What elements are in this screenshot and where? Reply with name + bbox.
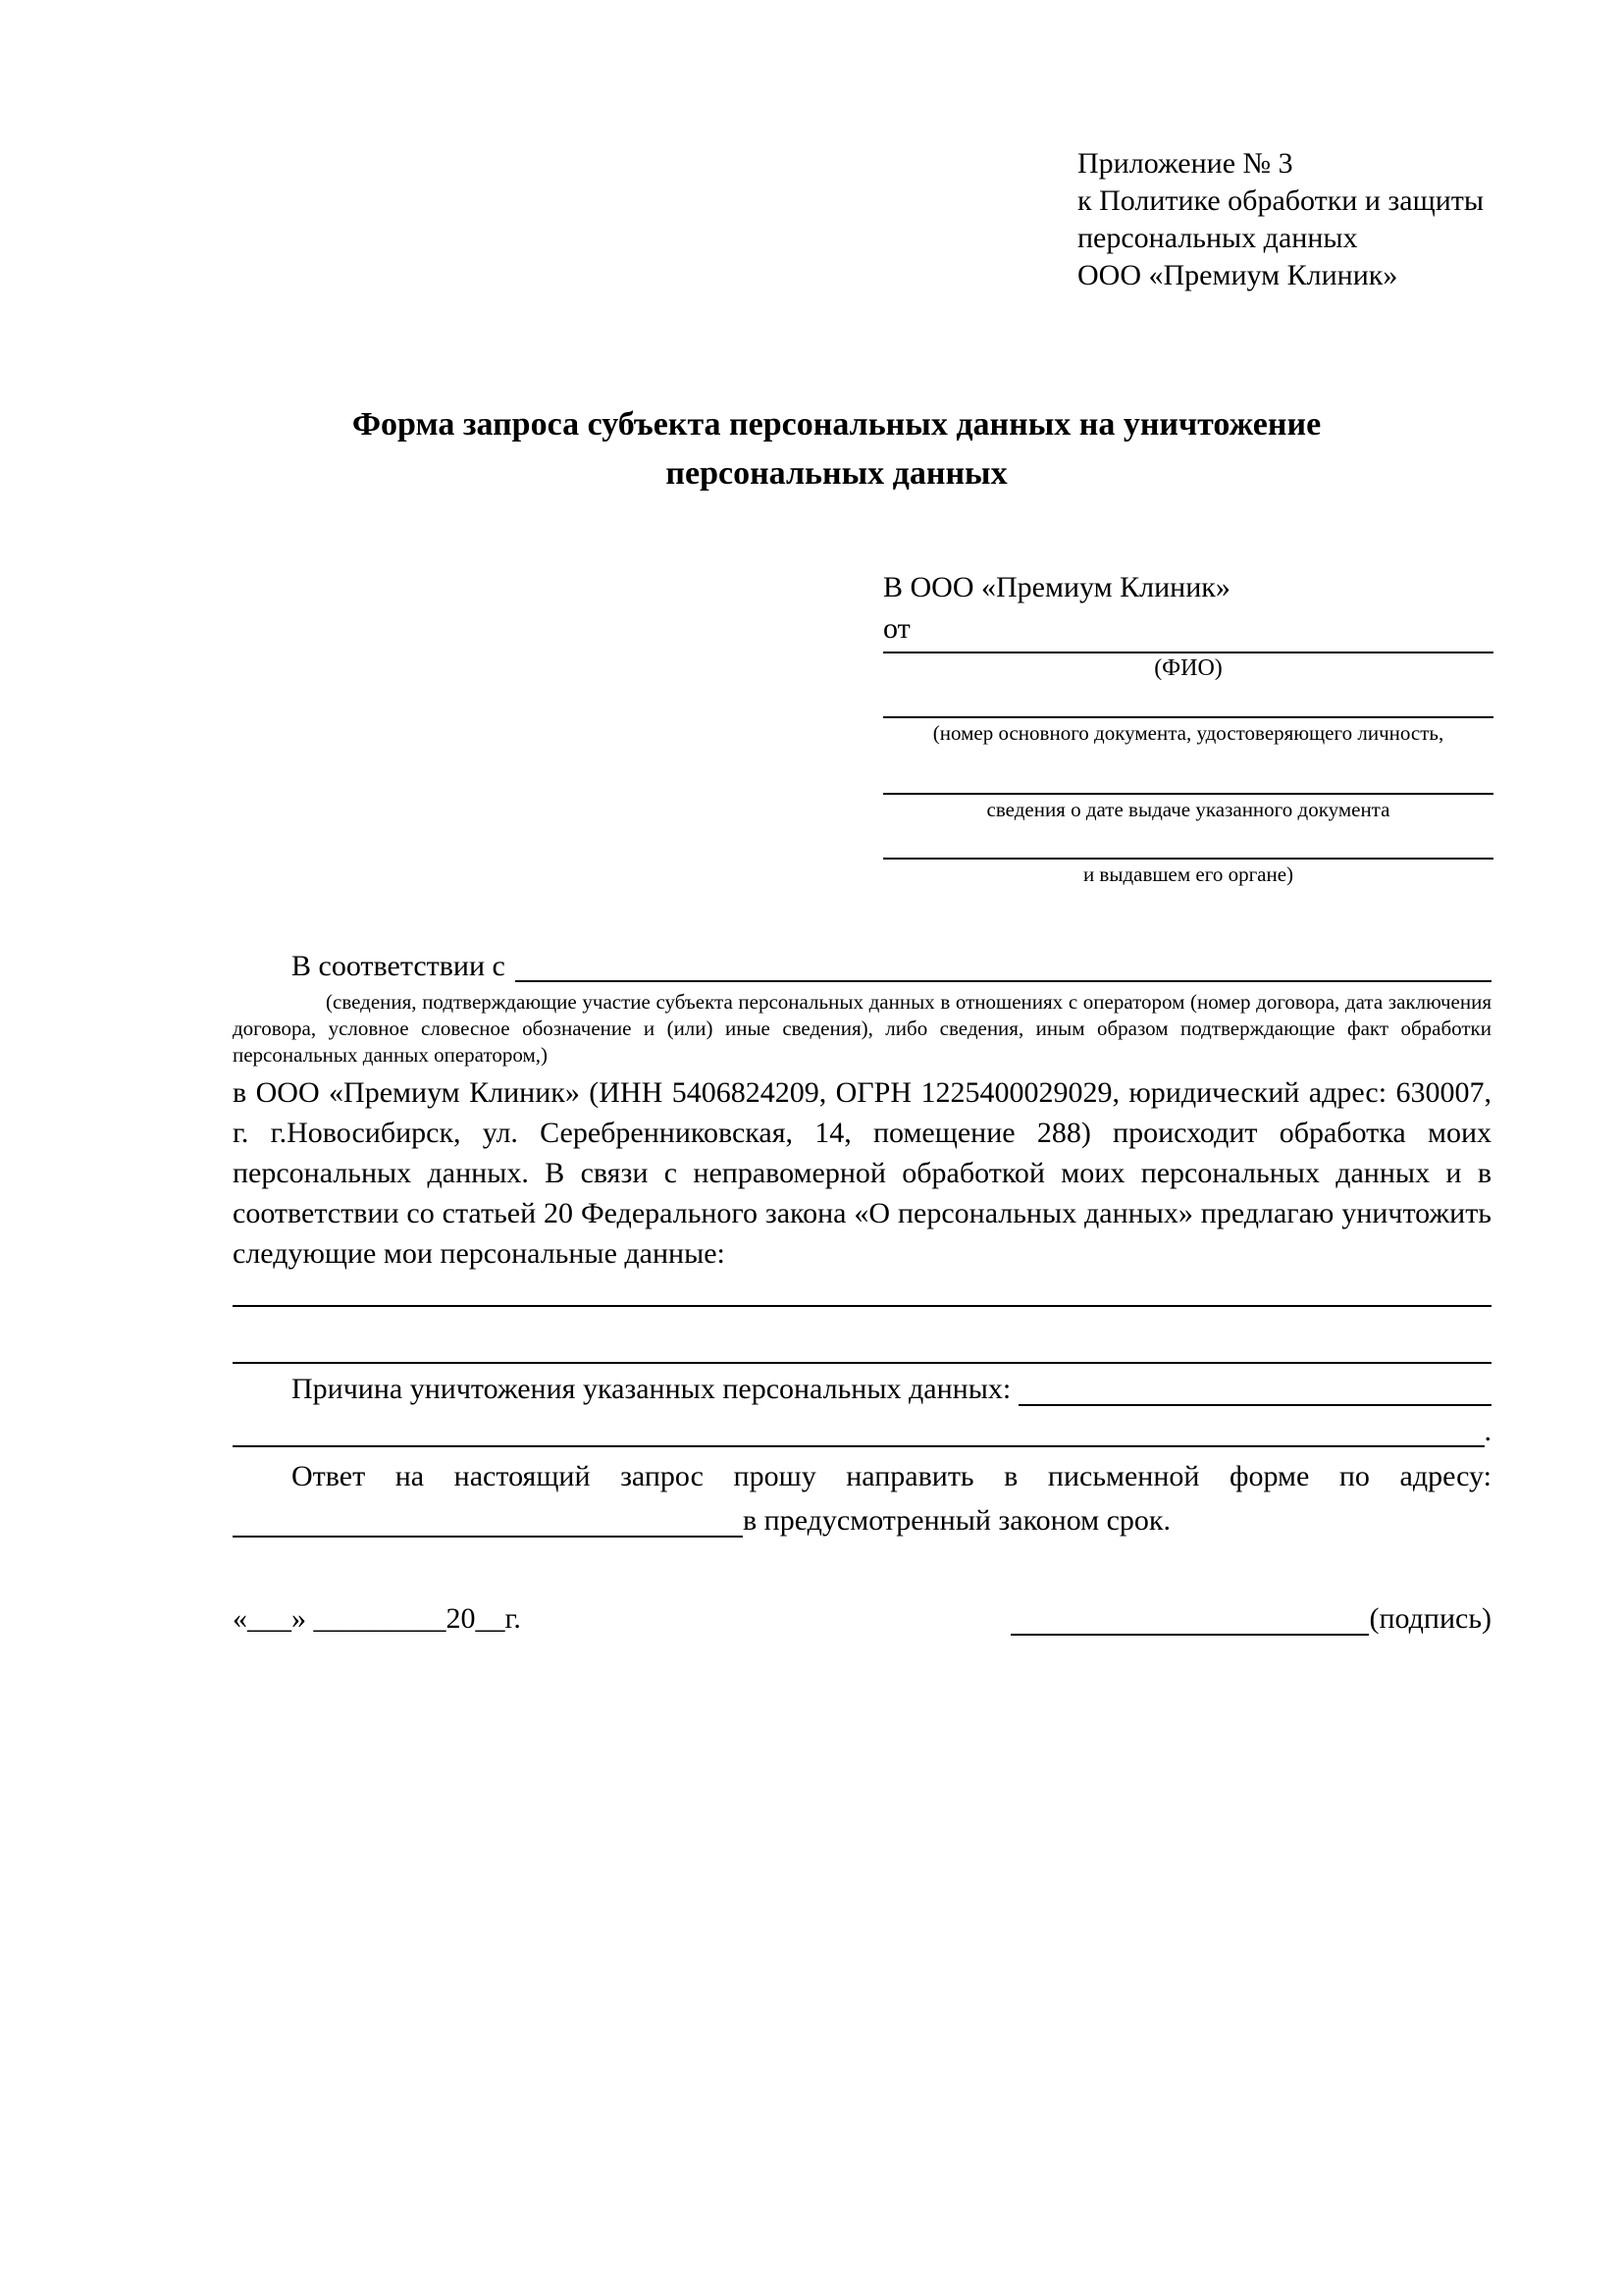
appendix-header-line: Приложение № 3 bbox=[1077, 147, 1293, 180]
addressee-from: от bbox=[883, 612, 911, 645]
issuing-authority-blank-line bbox=[883, 858, 1493, 860]
main-paragraph: в ООО «Премиум Клиник» (ИНН 5406824209, ОГРН 1225400029029, юридический адрес: 630007, г. г.Новосибирск, ул. Серебренниковская, 14, помещение 288) происходит обработка моих персональных данных. В связи с неправомерной обработкой моих персональных данных и в соответствии со статьей 20 Федерального закона «О персональных данных» предлагаю уничтожить следующие мои персональные данные: bbox=[233, 1076, 1492, 1270]
issue-date-blank-line bbox=[883, 793, 1493, 795]
issuing-authority-field bbox=[883, 858, 1493, 887]
issue-date-field bbox=[883, 793, 1493, 822]
reply-sentence: Ответ на настоящий запрос прошу направить в письменной форме по адресу: bbox=[291, 1460, 1492, 1492]
body-area bbox=[233, 946, 1492, 1641]
address-blank-line bbox=[233, 1536, 743, 1538]
page-title-line: Форма запроса субъекта персональных данных на уничтожение bbox=[351, 406, 1322, 443]
page-title-line: персональных данных bbox=[665, 455, 1008, 492]
fio-blank-line bbox=[883, 652, 1493, 653]
reason-period: . bbox=[1484, 1415, 1492, 1447]
signature-caption: (подпись) bbox=[1369, 1602, 1492, 1635]
reason-blank-line-2 bbox=[233, 1444, 1485, 1447]
signature-blank-line bbox=[1011, 1633, 1369, 1636]
document-number-field bbox=[883, 716, 1493, 746]
signature-group bbox=[1011, 1597, 1492, 1641]
date-line: «___» _________20__г. bbox=[233, 1602, 521, 1635]
document-number-caption: (номер основного документа, удостоверяющего личность, bbox=[932, 721, 1444, 745]
accordance-blank-line bbox=[515, 979, 1492, 982]
issue-date-caption: сведения о дате выдаче указанного документа bbox=[986, 798, 1390, 821]
fio-field bbox=[883, 652, 1493, 681]
reply-tail-text: в предусмотренный законом срок. bbox=[743, 1504, 1171, 1537]
accordance-note: (сведения, подтверждающие участие субъекта персональных данных в отношениях с оператором (номер договора, дата заключения договора, условное словесное обозначение и (или) иные сведения), либо сведения, иным образом подтверждающие факт обработки персональных данных оператором,) bbox=[233, 990, 1492, 1067]
appendix-header bbox=[1077, 145, 1484, 294]
accordance-row bbox=[233, 946, 1492, 987]
fio-caption: (ФИО) bbox=[1154, 655, 1223, 681]
reason-row bbox=[233, 1368, 1492, 1411]
reason-continuation-row bbox=[233, 1411, 1492, 1452]
appendix-header-line: ООО «Премиум Клиник» bbox=[1077, 259, 1398, 291]
data-blank-line bbox=[233, 1362, 1492, 1364]
document-number-blank-line bbox=[883, 716, 1493, 718]
addressee-block bbox=[883, 567, 1493, 887]
reason-label: Причина уничтожения указанных персональных данных: bbox=[291, 1373, 1012, 1405]
page-title bbox=[182, 400, 1492, 498]
reason-blank-line bbox=[1019, 1403, 1492, 1406]
addressee-to: В ООО «Премиум Клиник» bbox=[883, 571, 1230, 603]
accordance-label: В соответствии с bbox=[291, 950, 505, 982]
appendix-header-line: к Политике обработки и защиты bbox=[1077, 184, 1485, 217]
issuing-authority-caption: и выдавшем его органе) bbox=[1082, 862, 1294, 886]
footer-row bbox=[233, 1597, 1492, 1641]
appendix-header-line: персональных данных bbox=[1077, 222, 1358, 254]
data-blank-line bbox=[233, 1305, 1492, 1307]
reply-address-row bbox=[233, 1498, 1492, 1542]
